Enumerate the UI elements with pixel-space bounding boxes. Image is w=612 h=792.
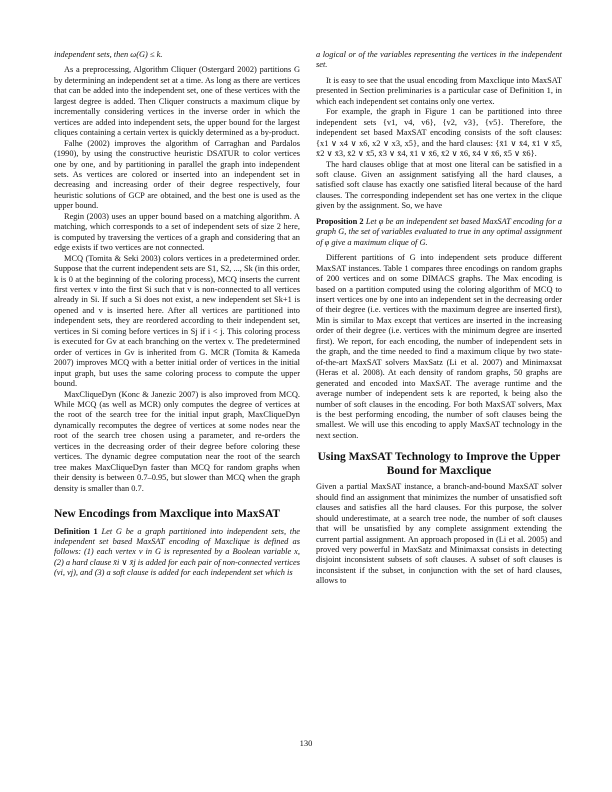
paragraph-hard-clauses: The hard clauses oblige that at most one literal can be satisfied in a soft clause. Given an assignment satisfying all the hard clauses, a satisfied soft clause has exactly one satisfied literal because of the hard clauses. The corresponding independent set has one vertex in the clique given by the assignment. So, we have: [316, 159, 562, 211]
definition-1: [54, 527, 300, 579]
proposition-text: Let φ be an independent set based MaxSAT encoding for a graph G, the set of variables evaluated to true in any optimal assignment of φ give a maximum clique of G.: [316, 216, 562, 247]
paragraph-falhe: Falhe (2002) improves the algorithm of Carraghan and Pardalos (1990), by using the constructive heuristic DSATUR to color vertices one by one, and by partitioning in parallel the graph into independent sets. As vertices are colored or inserted into an independent set in decreasing and increasing order of their degree respectively, four heuristic solutions of GCP are obtained, and the best one is used as the upper bound.: [54, 138, 300, 211]
paragraph-partitions: Different partitions of G into independent sets produce different MaxSAT instances. Table 1 compares three encodings on random graphs of 200 vertices and on some DIMACS graphs. The Max encoding is based on a partition computed using the coloring algorithm of MCQ to insert vertices one by one into an independent set in the decreasing order of their degree (i.e. vertices with the maximum degree are inserted first), Min is similar to Max except that vertices are inserted in the increasing order of their degree (i.e. vertices with the minimum degree are inserted first). We report, for each encoding, the number of independent sets in the graph, and the time needed to find a maximum clique by two state-of-the-art MaxSAT solvers MaxSatz (Li et al. 2007) and Minimaxsat (Heras et al. 2008). At each density of random graphs, 50 graphs are generated and encoded into MaxSAT. The average runtime and the average number of independent sets k are reported, k being also the number of soft clauses in the encoding. For both MaxSAT solvers, Max is the best performing encoding, the number of soft clauses being the smallest. We will use this encoding to apply MaxSAT technology in the next section.: [316, 253, 562, 440]
definition-text: Let G be a graph partitioned into independent sets, the independent set based MaxSAT encoding of Maxclique is defined as follows: (1) each vertex v in G is represented by a Boolean variable x, (2) a hard clause x̄i ∨ x̄j is added for each pair of non-connected vertices (vi, vj), and (3) a soft clause is added for each independent set which is: [54, 526, 301, 578]
paragraph-intro-tail: independent sets, then ω(G) ≤ k.: [54, 50, 163, 59]
paragraph-example: For example, the graph in Figure 1 can be partitioned into three independent sets {v1, v4, v6}, {v2, v3}, {v5}. Therefore, the independent set based MaxSAT encoding consists of the soft clauses: {x1 ∨ x4 ∨ x6, x2 ∨ x3, x5}, and the hard clauses: {x̄1 ∨ x̄4, x̄1 ∨ x̄5, x̄2 ∨ x̄3, x̄2 ∨ x̄5, x̄3 ∨ x̄4, x̄1 ∨ x̄6, x̄2 ∨ x̄6, x̄4 ∨ x̄6, x̄5 ∨ x̄6}.: [316, 107, 562, 159]
paragraph-maxcliquedyn: MaxCliqueDyn (Konc & Janezic 2007) is also improved from MCQ. While MCQ (as well as MCR) only computes the degree of vertices at the root of the search tree for the initial input graph, MaxCliqueDyn dynamically recomputes the degree of vertices at some nodes near the root of the search tree chosen using a parameter, and re-orders the vertices in the decreasing order of their degree before coloring these vertices. The dynamic degree computation near the root of the search tree makes MaxCliqueDyn faster than MCQ for random graphs when their density is between 0.7–0.95, but slower than MCQ when the graph density is smaller than 0.7.: [54, 389, 300, 493]
paragraph-given-partial: Given a partial MaxSAT instance, a branch-and-bound MaxSAT solver should find an assignment that minimizes the number of unsatisfied soft clauses and satisfies all the hard clauses. For this purpose, the solver should underestimate, at a search tree node, the number of soft clauses that will be unsatisfied by any complete assignment extending the current partial assignment. An approach proposed in (Li et al. 2005) and proved very powerful in MaxSatz and Minimaxsat consists in detecting disjoint inconsistent subsets of soft clauses. A subset of soft clauses is inconsistent if the subset, in conjunction with the set of hard clauses, allows to: [316, 482, 562, 586]
proposition-label: Proposition 2: [316, 216, 364, 226]
proposition-2: [316, 217, 562, 248]
page-number: 130: [299, 738, 313, 748]
section-heading-new-encodings: New Encodings from Maxclique into MaxSAT: [54, 508, 281, 521]
left-column: [54, 50, 300, 579]
right-column: [316, 50, 562, 587]
definition-tail: a logical or of the variables representing the vertices in the independent set.: [316, 50, 562, 70]
paragraph-easy-to-see: It is easy to see that the usual encoding from Maxclique into MaxSAT presented in Section preliminaries is a particular case of Definition 1, in which each independent set contains only one vertex.: [316, 75, 562, 106]
paragraph-regin: Regin (2003) uses an upper bound based on a matching algorithm. A matching, which corresponds to a set of independent sets of size 2 here, is computed by traversing the vertices of a graph and considering that an edge exists if two vertices are not connected.: [54, 211, 300, 253]
definition-label: Definition 1: [54, 526, 98, 536]
paragraph-mcq: MCQ (Tomita & Seki 2003) colors vertices in a predetermined order. Suppose that the current independent sets are S1, S2, ..., Sk (in this order, k is 0 at the beginning of the coloring process), MCQ inserts the current first vertex v into the first Si such that v is non-connected to all vertices already in Si. If such a Si does not exist, a new independent set Sk+1 is opened and v is inserted here. After all vertices are partitioned into independent sets, they are reordered according to their independent set, vertices in Si coming before vertices in Sj if i < j. This coloring process is executed for Gv at each branching on the vertex v. The predetermined order of vertices in Gv is inherited from G. MCR (Tomita & Kameda 2007) improves MCQ with a better initial order of vertices in the initial input graph, but uses the same coloring process to compute the upper bound.: [54, 253, 300, 389]
paragraph-cliquer: As a preprocessing, Algorithm Cliquer (Ostergard 2002) partitions G by determining an independent set at a time. As long as there are vertices that can be added into the independent set, one of these vertices with the largest degree is added. Then Cliquer constructs a maximum clique by incrementally considering vertices in the inverse order in which the vertices are added into independent sets, the upper bound for the largest cliques containing a certain vertex is quickly determined as a by-product.: [54, 65, 300, 138]
section-heading-using-maxsat: Using MaxSAT Technology to Improve the Upper Bound for Maxclique: [317, 451, 561, 477]
